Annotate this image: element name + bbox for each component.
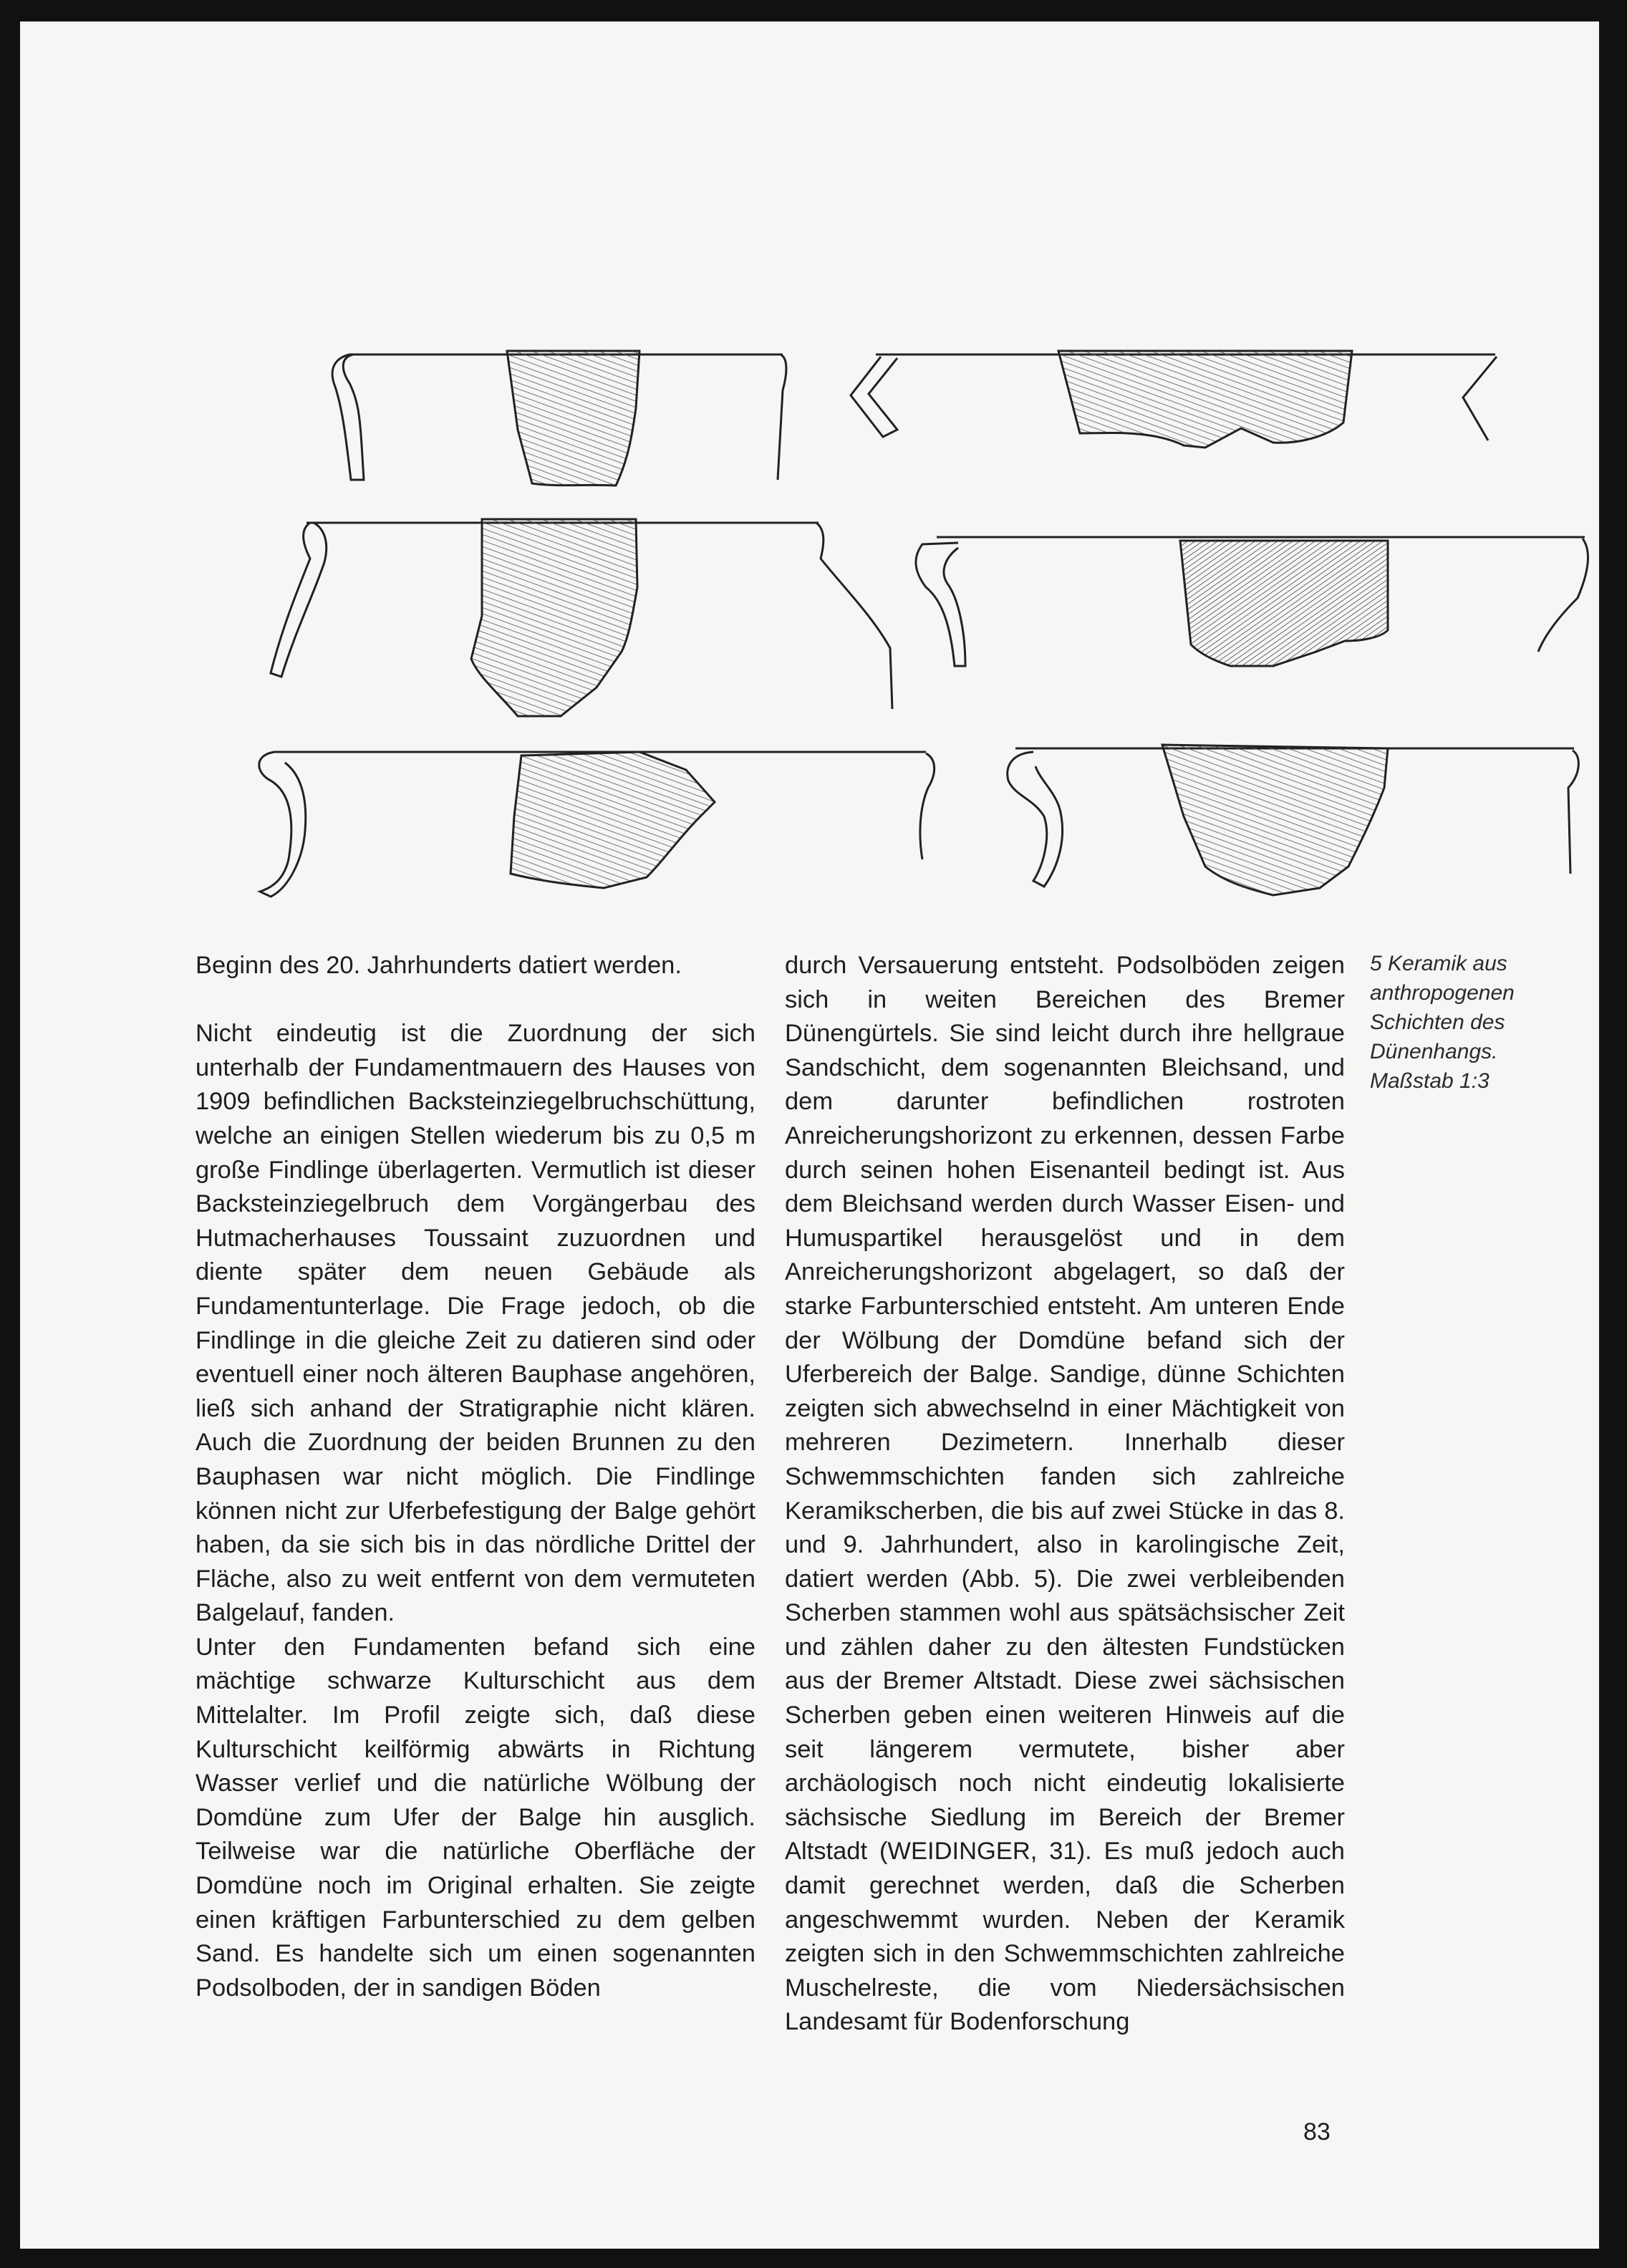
paragraph: Unter den Fundamenten befand sich eine mächtige schwarze Kulturschicht aus dem Mittelalter. Im Profil zeigte sich, daß diese Kulturschicht keilförmig abwärts in Richtung Wasser verlief und die natürliche Wölbung der Domdüne zum Ufer der Balge hin ausglich. Teilweise war die natürliche Oberfläche der Domdüne noch im Original erhalten. Sie zeigte einen kräftigen Farbunterschied zu dem gelben Sand. Es handelte sich um einen sogenannten Podsolboden, der in sandigen Böden: [195, 1633, 755, 2002]
sherd-drawing-5: [259, 752, 935, 897]
caption-line: Schichten des: [1370, 1010, 1505, 1034]
ceramic-sherd-drawings: [199, 315, 1603, 909]
page-number: 83: [1303, 2118, 1331, 2146]
caption-line: 5 Keramik aus: [1370, 952, 1507, 975]
sherd-drawing-4: [916, 537, 1588, 666]
body-column-middle: [785, 949, 1345, 2040]
sherd-drawing-3: [271, 519, 892, 716]
figure-caption: [1370, 949, 1592, 1096]
caption-line: Maßstab 1:3: [1370, 1069, 1490, 1093]
document-page: [20, 21, 1599, 2249]
paragraph: Beginn des 20. Jahrhunderts datiert werden.: [195, 952, 682, 979]
sherd-drawing-6: [1008, 745, 1579, 895]
sherd-drawing-1: [332, 351, 786, 486]
caption-line: Dünenhangs.: [1370, 1040, 1498, 1063]
body-column-left: [195, 949, 755, 2005]
paragraph: durch Versauerung entsteht. Podsolböden zeigen sich in weiten Bereichen des Bremer Dünengürtels. Sie sind leicht durch ihre hellgraue Sandschicht, dem sogenannten Bleichsand, und dem darunter befindlichen rostroten Anreicherungshorizont zu erkennen, dessen Farbe durch seinen hohen Eisenanteil bedingt ist. Aus dem Bleichsand werden durch Wasser Eisen- und Humuspartikel herausgelöst und in dem Anreicherungshorizont abgelagert, so daß der starke Farbunterschied entsteht. Am unteren Ende der Wölbung der Domdüne befand sich der Uferbereich der Balge. Sandige, dünne Schichten zeigten sich abwechselnd in einer Mächtigkeit von mehreren Dezimetern. Innerhalb dieser Schwemmschichten fanden sich zahlreiche Keramikscherben, die bis auf zwei Stücke in das 8. und 9. Jahrhundert, also in karolingische Zeit, datiert werden (Abb. 5). Die zwei verbleibenden Scherben stammen wohl aus spätsächsischer Zeit und zählen daher zu den ältesten Fundstücken aus der Bremer Altstadt. Diese zwei sächsischen Scherben geben einen weiteren Hinweis auf die seit längerem vermutete, bisher aber archäologisch noch nicht eindeutig lokalisierte sächsische Siedlung im Bereich der Bremer Altstadt (WEIDINGER, 31). Es muß jedoch auch damit gerechnet werden, daß die Scherben angeschwemmt wurden. Neben der Keramik zeigten sich in den Schwemmschichten zahlreiche Muschelreste, die vom Niedersächsischen Landesamt für Bodenforschung: [785, 952, 1345, 2036]
caption-line: anthropogenen: [1370, 981, 1515, 1005]
sherd-drawing-2: [851, 351, 1497, 448]
paragraph: Nicht eindeutig ist die Zuordnung der sich unterhalb der Fundamentmauern des Hauses von 1909 befindlichen Backsteinziegelbruchschüttung, welche an einigen Stellen wiederum bis zu 0,5 m große Findlinge überlagerten. Vermutlich ist dieser Backsteinziegelbruch dem Vorgängerbau des Hutmacherhauses Toussaint zuzuordnen und diente später dem neuen Gebäude als Fundamentunterlage. Die Frage jedoch, ob die Findlinge in die gleiche Zeit zu datieren sind oder eventuell einer noch älteren Bauphase angehören, ließ sich anhand der Stratigraphie nicht klären. Auch die Zuordnung der beiden Brunnen zu den Bauphasen war nicht möglich. Die Findlinge können nicht zur Uferbefestigung der Balge gehört haben, da sie sich bis in das nördliche Drittel der Fläche, also zu weit entfernt von dem vermuteten Balgelauf, fanden.: [195, 1020, 755, 1627]
